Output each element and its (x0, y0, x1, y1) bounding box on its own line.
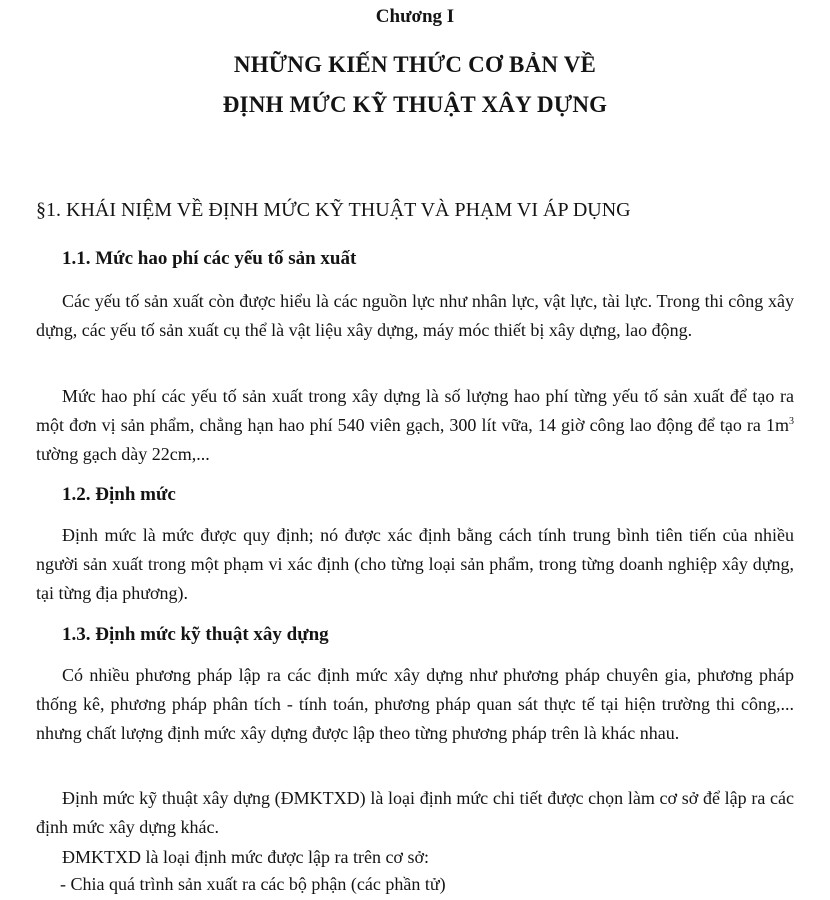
chapter-title-line-1: NHỮNG KIẾN THỨC CƠ BẢN VỀ (233, 52, 597, 77)
subsection-heading-1-3: 1.3. Định mức kỹ thuật xây dựng (62, 624, 329, 645)
paragraph-1-3-a: Có nhiều phương pháp lập ra các định mức xây dựng như phương pháp chuyên gia, phương pháp thống kê, phương pháp phân tích - tính toán, phương pháp quan sát thực tế tại hiện trường thi công,... nhưng chất lượng định mức xây dựng được lập theo từng phương pháp trên là khác nhau. (36, 665, 794, 743)
subsection-heading-1-2: 1.2. Định mức (62, 484, 176, 505)
chapter-label: Chương I (375, 6, 455, 27)
section-heading: §1. KHÁI NIỆM VỀ ĐỊNH MỨC KỸ THUẬT VÀ PHẠM VI ÁP DỤNG (36, 199, 631, 221)
paragraph-1-1-b-tail: tường gạch dày 22cm,... (36, 444, 210, 464)
chapter-title-line-2: ĐỊNH MỨC KỸ THUẬT XÂY DỰNG (222, 92, 608, 117)
paragraph-1-1-a: Các yếu tố sản xuất còn được hiểu là các nguồn lực như nhân lực, vật lực, tài lực. Trong thi công xây dựng, các yếu tố sản xuất cụ thể là vật liệu xây dựng, máy móc thiết bị xây dựng, lao động. (36, 291, 794, 340)
paragraph-1-3-c: ĐMKTXD là loại định mức được lập ra trên cơ sở: (62, 847, 429, 867)
list-item-1: - Chia quá trình sản xuất ra các bộ phận (các phần tử) (60, 874, 446, 894)
paragraph-1-2: Định mức là mức được quy định; nó được xác định bằng cách tính trung bình tiên tiến của nhiều người sản xuất trong một phạm vi xác định (cho từng loại sản phẩm, trong từng doanh nghiệp xây dựng, tại từng địa phương). (36, 525, 794, 603)
cubic-superscript: 3 (789, 416, 794, 427)
paragraph-1-1-b (36, 382, 794, 469)
subsection-heading-1-1: 1.1. Mức hao phí các yếu tố sản xuất (62, 248, 357, 269)
paragraph-1-3-b: Định mức kỹ thuật xây dựng (ĐMKTXD) là loại định mức chi tiết được chọn làm cơ sở để lập ra các định mức xây dựng khác. (36, 788, 794, 837)
paragraph-1-1-b-text: Mức hao phí các yếu tố sản xuất trong xây dựng là số lượng hao phí từng yếu tố sản xuất để tạo ra một đơn vị sản phẩm, chẳng hạn hao phí 540 viên gạch, 300 lít vữa, 14 giờ công lao động để tạo ra 1m (36, 386, 794, 435)
